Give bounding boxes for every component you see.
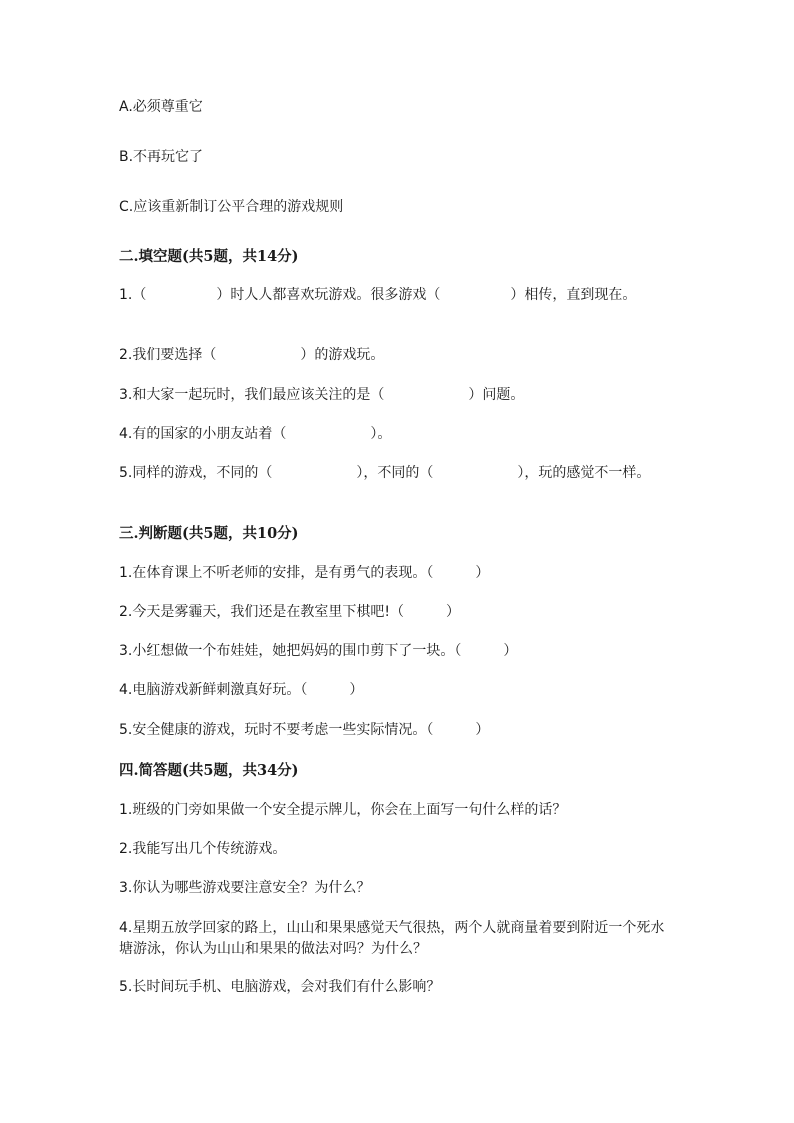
fill-in-question-1: 1.（ ）时人人都喜欢玩游戏。很多游戏（ ）相传，直到现在。: [119, 287, 637, 303]
true-false-question-5: 5.安全健康的游戏，玩时不要考虑一些实际情况。（ ）: [119, 722, 490, 738]
short-answer-question-2: 2.我能写出几个传统游戏。: [119, 841, 287, 857]
true-false-question-3: 3.小红想做一个布娃娃，她把妈妈的围巾剪下了一块。（ ）: [119, 643, 518, 659]
section-heading-short-answer: 四.简答题(共5题，共34分): [119, 762, 299, 779]
short-answer-question-5: 5.长时间玩手机、电脑游戏，会对我们有什么影响？: [119, 979, 441, 995]
option-c: C.应该重新制订公平合理的游戏规则: [119, 199, 344, 215]
option-a: A.必须尊重它: [119, 99, 203, 115]
section-heading-true-false: 三.判断题(共5题，共10分): [119, 525, 299, 542]
fill-in-question-3: 3.和大家一起玩时，我们最应该关注的是（ ）问题。: [119, 387, 525, 403]
true-false-question-2: 2.今天是雾霾天，我们还是在教室里下棋吧!（ ）: [119, 604, 460, 620]
fill-in-question-5: 5.同样的游戏，不同的（ ），不同的（ ），玩的感觉不一样。: [119, 465, 651, 481]
true-false-question-1: 1.在体育课上不听老师的安排，是有勇气的表现。（ ）: [119, 565, 490, 581]
fill-in-question-4: 4.有的国家的小朋友站着（ ）。: [119, 426, 392, 442]
option-b: B.不再玩它了: [119, 149, 204, 165]
short-answer-question-1: 1.班级的门旁如果做一个安全提示牌儿，你会在上面写一句什么样的话？: [119, 802, 567, 818]
section-heading-fill-in: 二.填空题(共5题，共14分): [119, 248, 299, 265]
short-answer-question-3: 3.你认为哪些游戏要注意安全？为什么？: [119, 880, 371, 896]
fill-in-question-2: 2.我们要选择（ ）的游戏玩。: [119, 347, 385, 363]
short-answer-question-4: 4.星期五放学回家的路上，山山和果果感觉天气很热，两个人就商量着要到附近一个死水塘游泳，你认为山山和果果的做法对吗？为什么？: [119, 920, 665, 957]
true-false-question-4: 4.电脑游戏新鲜刺激真好玩。（ ）: [119, 682, 364, 698]
